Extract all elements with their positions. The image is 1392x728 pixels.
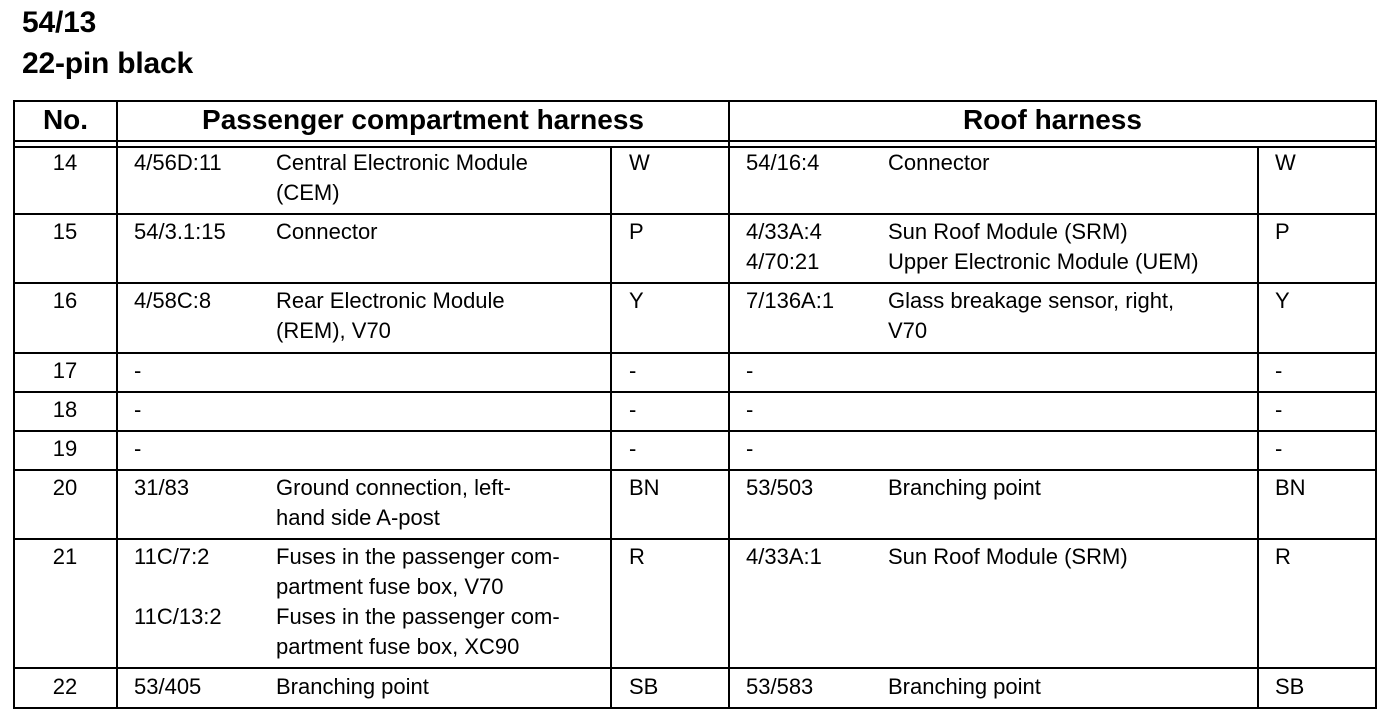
right-component-code: 53/583	[746, 674, 814, 699]
left-wire-color: Y	[629, 288, 644, 313]
left-component-description: Central Electronic Module (CEM)	[276, 150, 528, 205]
left-component-code: -	[134, 436, 142, 461]
left-component-code: -	[134, 397, 142, 422]
right-wire-color: -	[1275, 397, 1283, 422]
left-wire-color: -	[629, 436, 637, 461]
pin-number: 14	[52, 150, 78, 175]
right-wire-color: BN	[1275, 475, 1306, 500]
left-component-code: 4/56D:11	[134, 150, 222, 175]
right-wire-color: W	[1275, 150, 1296, 175]
right-component-code: -	[746, 358, 754, 383]
left-component-code: 31/83	[134, 475, 190, 500]
right-component-description: Branching point	[888, 674, 1041, 699]
left-component-code: 54/3.1:15	[134, 219, 226, 244]
right-component-description: Branching point	[888, 475, 1041, 500]
pin-number: 21	[52, 544, 78, 569]
right-wire-color: R	[1275, 544, 1291, 569]
right-component-code: 4/33A:1	[746, 544, 822, 569]
pin-number: 16	[52, 288, 78, 313]
pin-number: 17	[52, 358, 78, 383]
right-component-description: Sun Roof Module (SRM) Upper Electronic Module (UEM)	[888, 219, 1199, 274]
left-component-code: 11C/7:2 11C/13:2	[134, 544, 222, 629]
right-wire-color: Y	[1275, 288, 1290, 313]
header-passenger-compartment-harness: Passenger compartment harness	[202, 104, 644, 135]
right-component-code: 7/136A:1	[746, 288, 835, 313]
left-component-code: 53/405	[134, 674, 202, 699]
right-wire-color: -	[1275, 358, 1283, 383]
col-rule-right-color	[1257, 146, 1259, 709]
pin-number: 22	[52, 674, 78, 699]
right-wire-color: P	[1275, 219, 1290, 244]
row-rule	[13, 469, 1377, 471]
connector-description: 22-pin black	[22, 47, 193, 80]
right-component-code: 4/33A:4 4/70:21	[746, 219, 822, 274]
right-component-description: Sun Roof Module (SRM)	[888, 544, 1128, 569]
connector-heading	[22, 2, 193, 84]
left-wire-color: P	[629, 219, 644, 244]
row-rule	[13, 391, 1377, 393]
pin-number: 15	[52, 219, 78, 244]
row-rule	[13, 352, 1377, 354]
header-roof-harness: Roof harness	[963, 104, 1142, 135]
col-rule-harness-split	[728, 100, 730, 709]
pin-number: 20	[52, 475, 78, 500]
right-component-description: Glass breakage sensor, right, V70	[888, 288, 1175, 343]
left-wire-color: R	[629, 544, 645, 569]
left-wire-color: -	[629, 358, 637, 383]
right-wire-color: SB	[1275, 674, 1305, 699]
right-component-code: -	[746, 397, 754, 422]
row-rule	[13, 430, 1377, 432]
left-wire-color: -	[629, 397, 637, 422]
left-component-description: Branching point	[276, 674, 429, 699]
col-rule-left-color	[610, 146, 612, 709]
right-wire-color: -	[1275, 436, 1283, 461]
left-component-description: Ground connection, left- hand side A-post	[276, 475, 511, 530]
header-rule-1	[13, 140, 1377, 142]
pin-number: 18	[52, 397, 78, 422]
pin-number: 19	[52, 436, 78, 461]
left-component-description: Rear Electronic Module (REM), V70	[276, 288, 505, 343]
table-border-bottom	[13, 707, 1377, 709]
left-component-code: -	[134, 358, 142, 383]
left-component-description: Fuses in the passenger com- partment fuse box, V70 Fuses in the passenger com- partment fuse box, XC90	[276, 544, 560, 659]
left-component-code: 4/58C:8	[134, 288, 212, 313]
connector-id: 54/13	[22, 6, 97, 39]
left-component-description: Connector	[276, 219, 378, 244]
row-rule	[13, 538, 1377, 540]
right-component-description: Connector	[888, 150, 990, 175]
row-rule	[13, 213, 1377, 215]
left-wire-color: SB	[629, 674, 659, 699]
row-rule	[13, 667, 1377, 669]
right-component-code: -	[746, 436, 754, 461]
header-no: No.	[42, 104, 89, 135]
left-wire-color: W	[629, 150, 650, 175]
right-component-code: 53/503	[746, 475, 814, 500]
left-wire-color: BN	[629, 475, 660, 500]
pin-table	[13, 100, 1377, 710]
table-border-right	[1375, 100, 1377, 709]
row-rule	[13, 282, 1377, 284]
right-component-code: 54/16:4	[746, 150, 820, 175]
